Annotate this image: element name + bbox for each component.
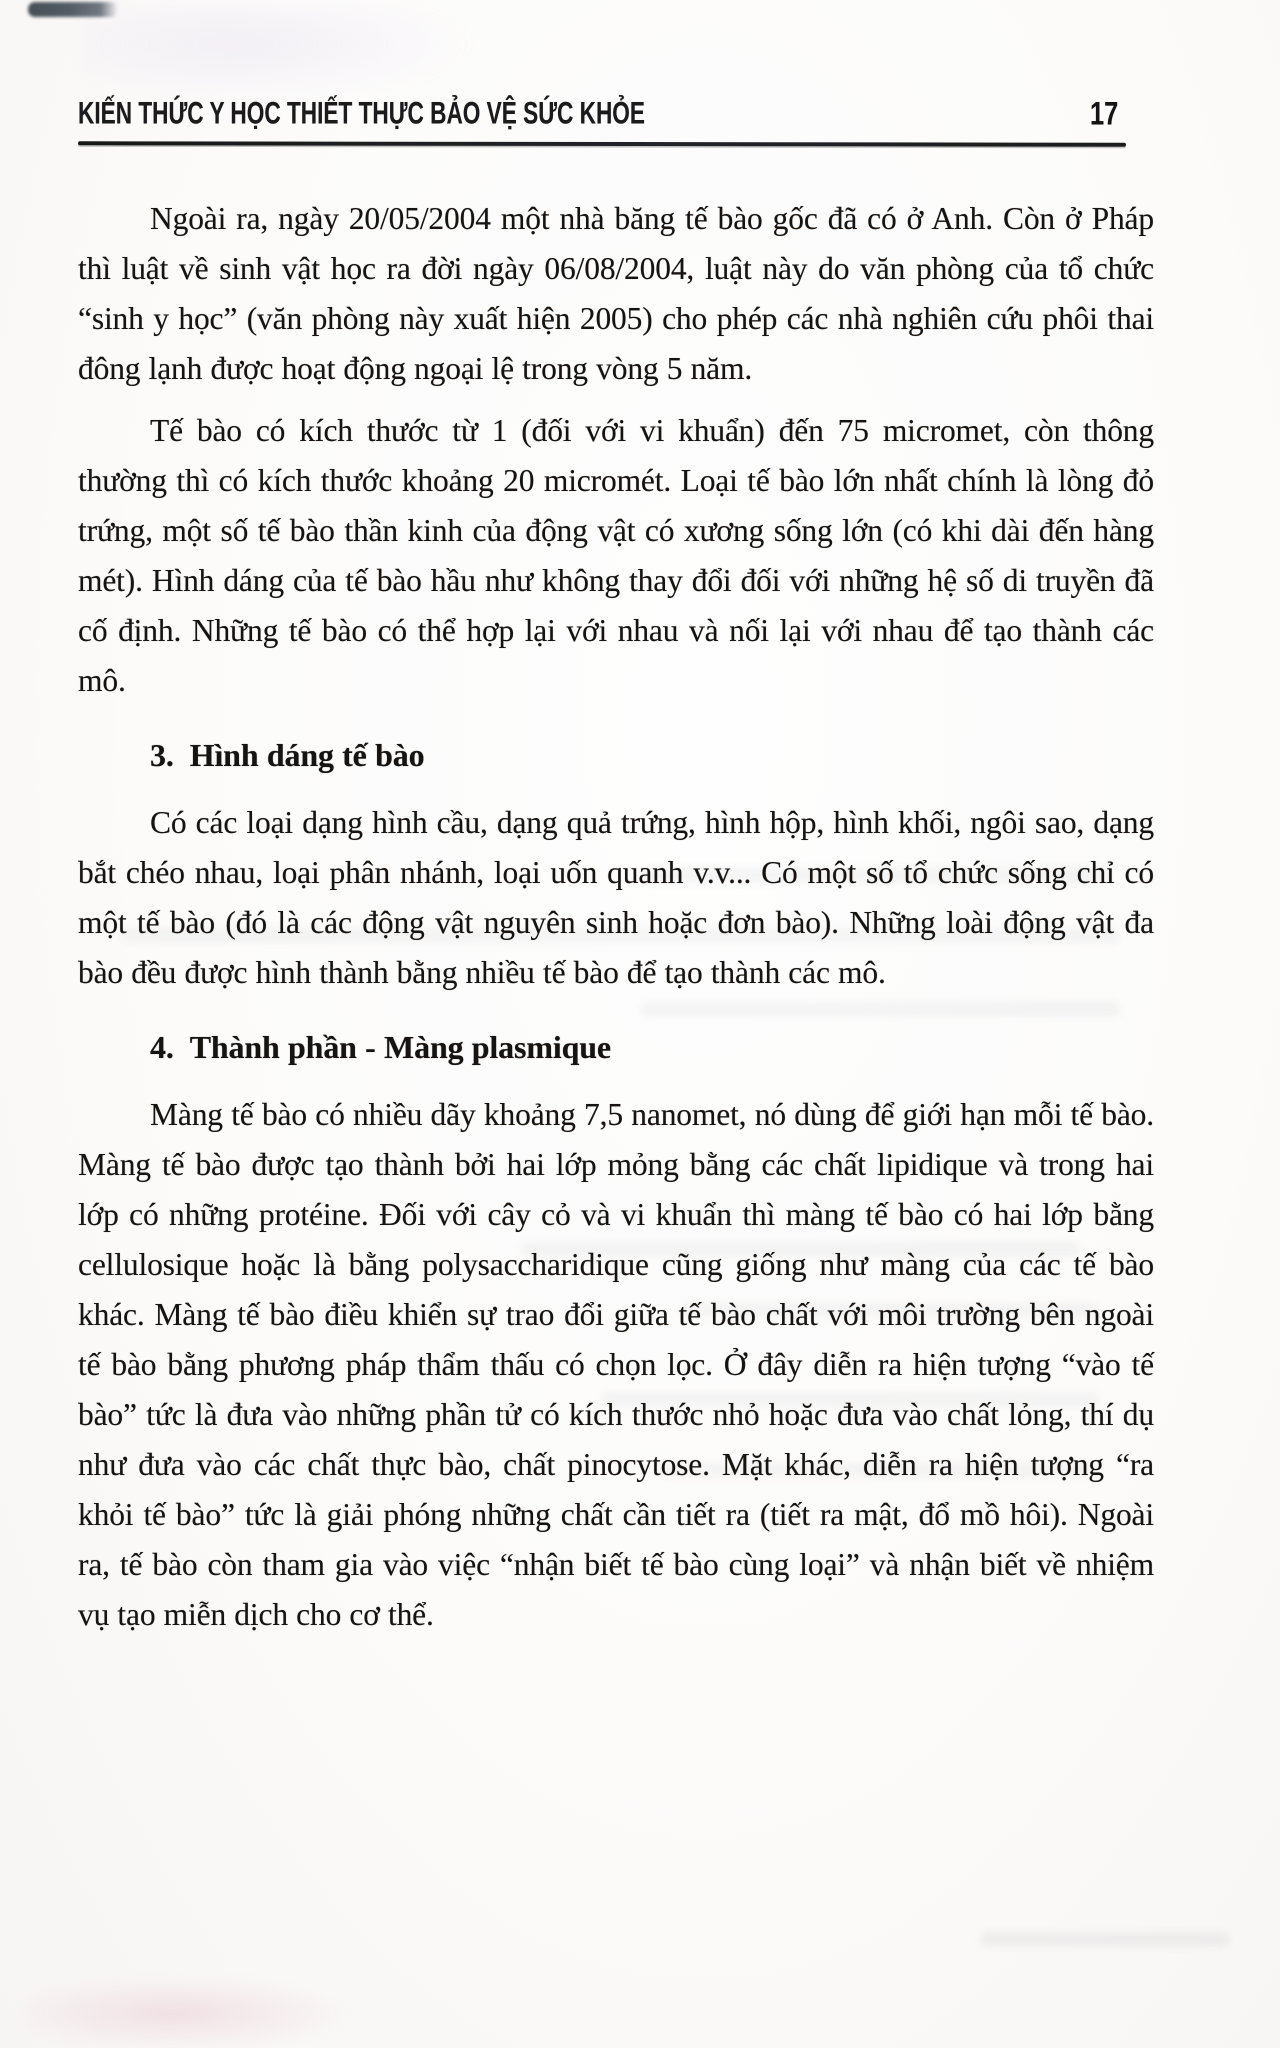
body-paragraph: Có các loại dạng hình cầu, dạng quả trứng, hình hộp, hình khối, ngôi sao, dạng bắt chéo nhau, loại phân nhánh, loại uốn quanh v.v... Có một số tổ chức sống chỉ có một tế bào (đó là các động vật nguyên sinh hoặc đơn bào). Những loài động vật đa bào đều được hình thành bằng nhiều tế bào để tạo thành các mô. [78, 805, 1154, 990]
scan-haze-top-left [80, 4, 480, 104]
bleedthrough-ghost-line [980, 1932, 1230, 1947]
section-heading [78, 730, 1154, 780]
page-number: 17 [1090, 95, 1119, 132]
header-rule [78, 141, 1126, 146]
section-title: Hình dáng tế bào [189, 737, 425, 773]
section-number: 3. [150, 737, 174, 773]
section-number: 4. [150, 1029, 174, 1065]
body-paragraph: Ngoài ra, ngày 20/05/2004 một nhà băng tế bào gốc đã có ở Anh. Còn ở Pháp thì luật về sinh vật học ra đời ngày 06/08/2004, luật này do văn phòng của tổ chức “sinh y học” (văn phòng này xuất hiện 2005) cho phép các nhà nghiên cứu phôi thai đông lạnh được hoạt động ngoại lệ trong vòng 5 năm. [78, 201, 1154, 386]
section-heading [78, 1022, 1154, 1072]
scan-smudge-bottom-left [25, 1975, 355, 2045]
page-body [78, 194, 1154, 1652]
body-paragraph: Tế bào có kích thước từ 1 (đối với vi khuẩn) đến 75 micromet, còn thông thường thì có kích thước khoảng 20 micromét. Loại tế bào lớn nhất chính là lòng đỏ trứng, một số tế bào thần kinh của động vật có xương sống lớn (có khi dài đến hàng mét). Hình dáng của tế bào hầu như không thay đổi đối với những hệ số di truyền đã cố định. Những tế bào có thể hợp lại với nhau và nối lại với nhau để tạo thành các mô. [78, 413, 1154, 698]
body-paragraph: Màng tế bào có nhiều dãy khoảng 7,5 nanomet, nó dùng để giới hạn mỗi tế bào. Màng tế bào được tạo thành bởi hai lớp mỏng bằng các chất lipidique và trong hai lớp có những protéine. Đối với cây cỏ và vi khuẩn thì màng tế bào có hai lớp bằng cellulosique hoặc là bằng polysaccharidique cũng giống như màng của các tế bào khác. Màng tế bào điều khiển sự trao đổi giữa tế bào chất với môi trường bên ngoài tế bào bằng phương pháp thẩm thấu có chọn lọc. Ở đây diễn ra hiện tượng “vào tế bào” tức là đưa vào những phần tử có kích thước nhỏ hoặc đưa vào chất lỏng, thí dụ như đưa vào các chất thực bào, chất pinocytose. Mặt khác, diễn ra hiện tượng “ra khỏi tế bào” tức là giải phóng những chất cần tiết ra (tiết ra mật, đổ mồ hôi). Ngoài ra, tế bào còn tham gia vào việc “nhận biết tế bào cùng loại” và nhận biết về nhiệm vụ tạo miễn dịch cho cơ thể. [78, 1097, 1154, 1632]
section-title: Thành phần - Màng plasmique [189, 1029, 611, 1065]
running-header-title: KIẾN THỨC Y HỌC THIẾT THỰC BẢO VỆ SỨC KHỎE [78, 96, 645, 132]
